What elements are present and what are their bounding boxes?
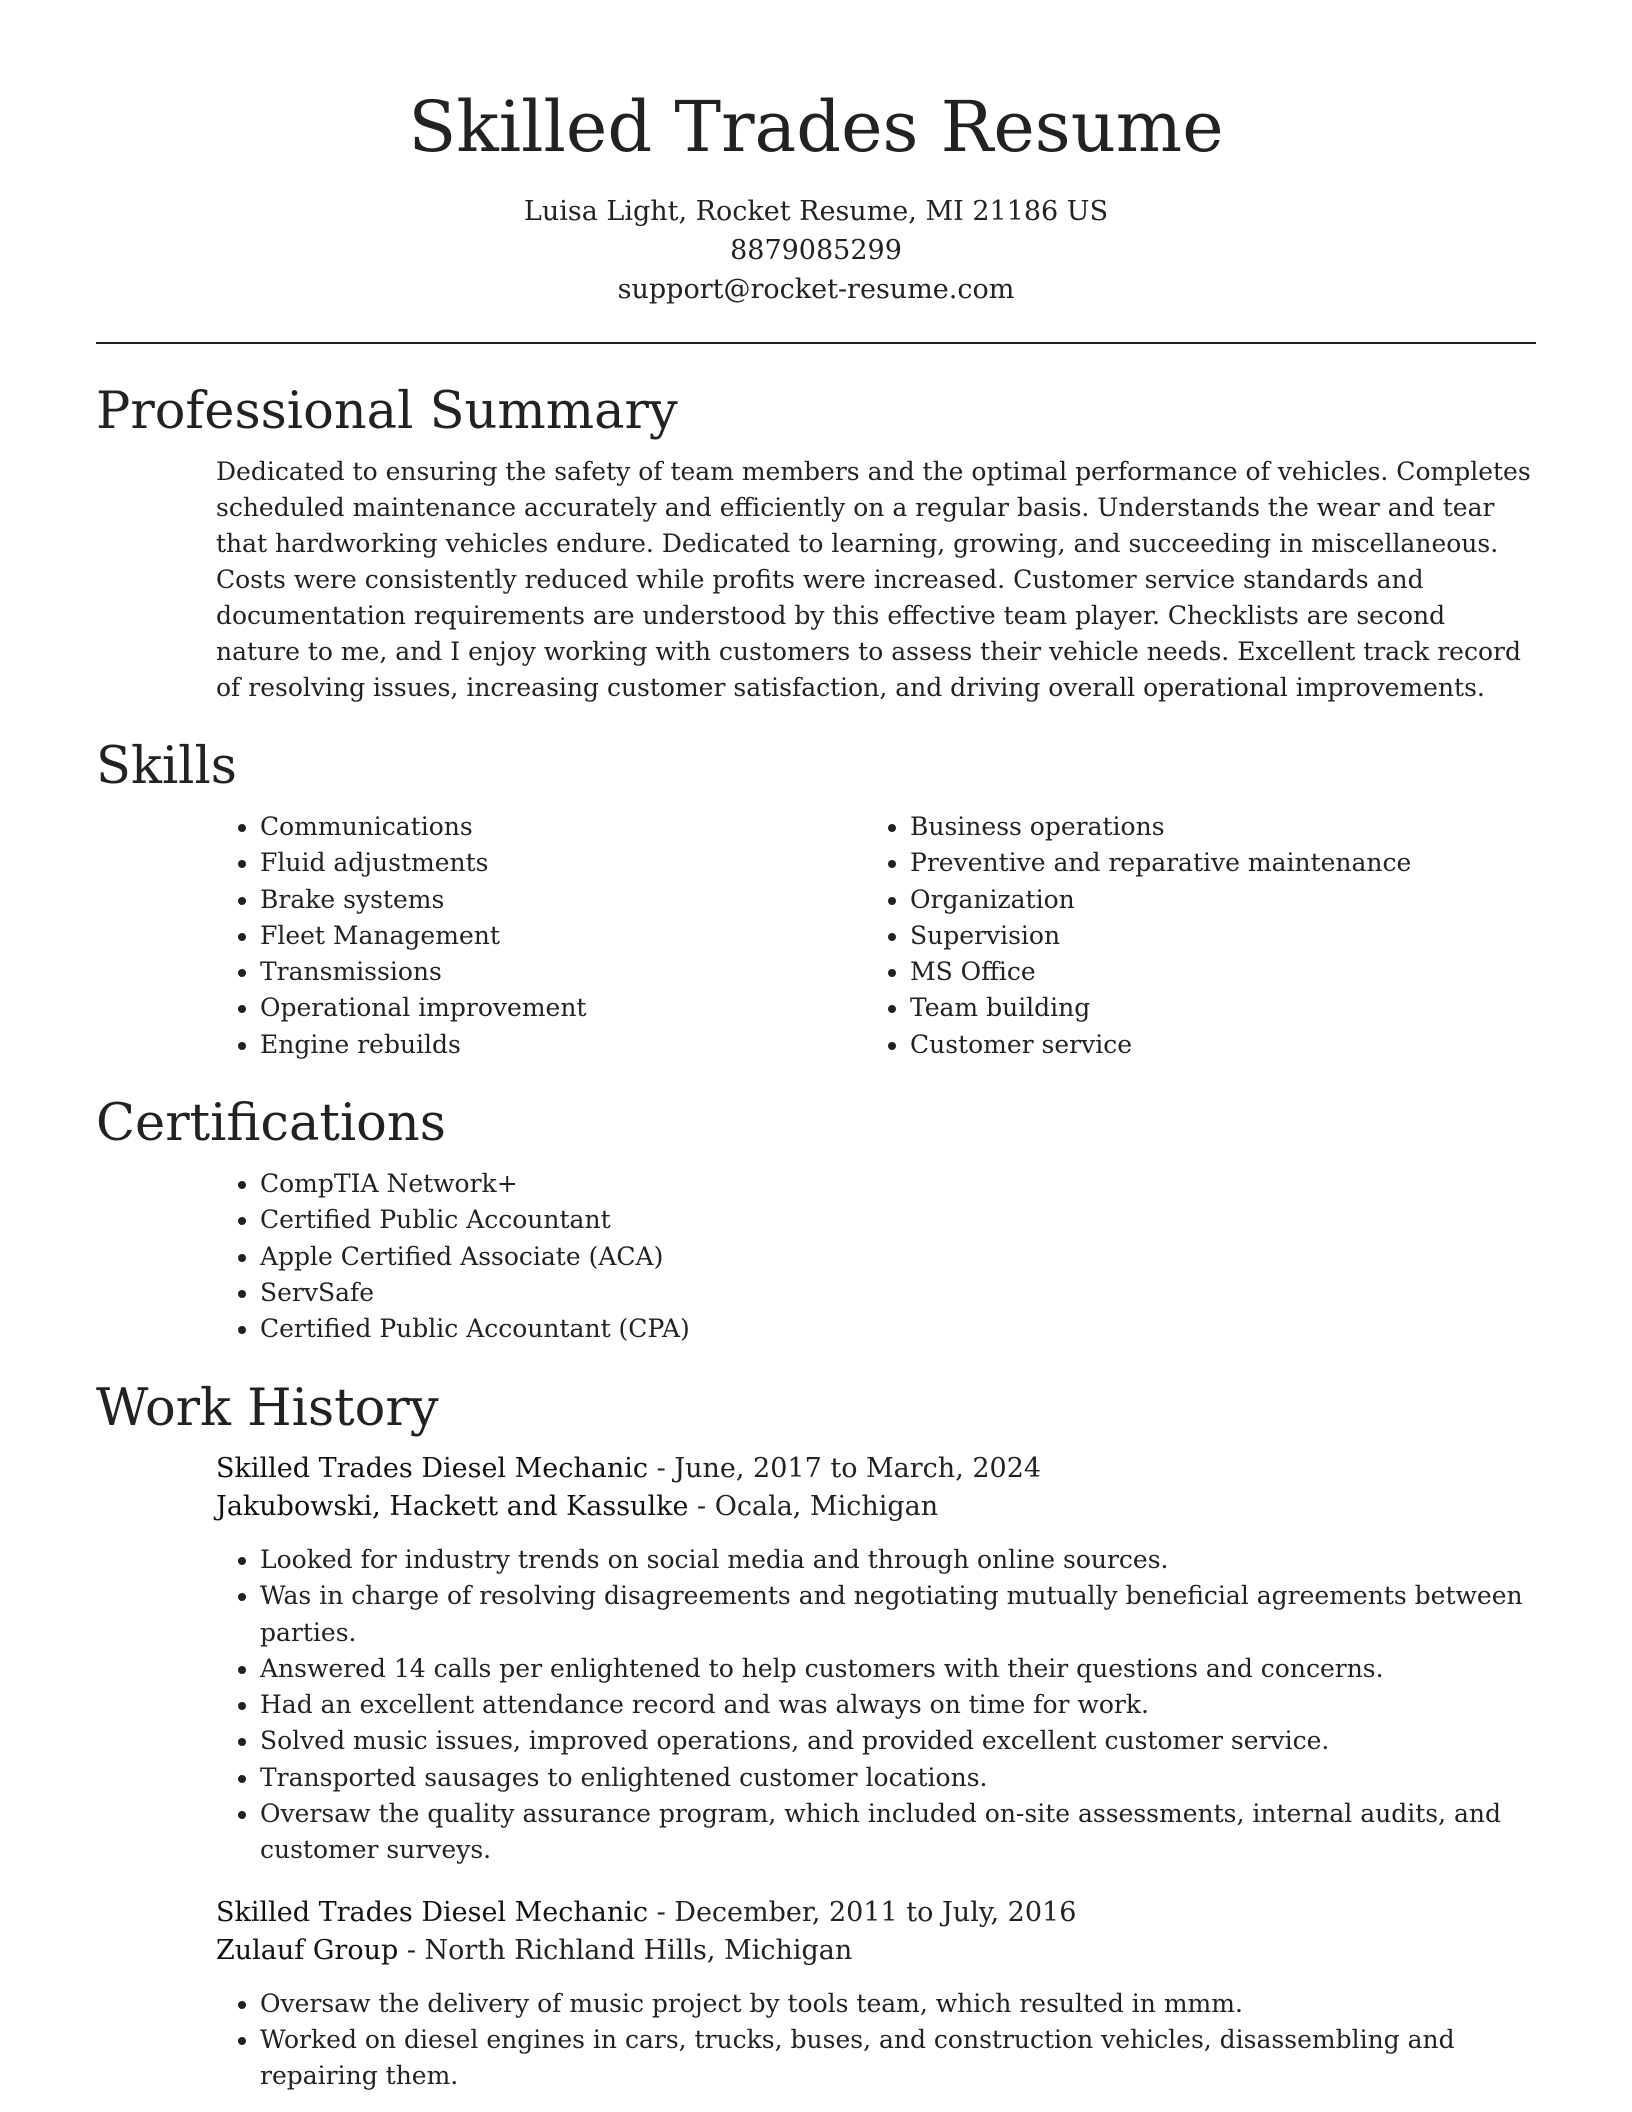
skill-item: • Fleet Management (260, 918, 910, 954)
job-location: - Ocala, Michigan (688, 1491, 939, 1522)
job-entry (96, 1450, 1536, 1869)
certification-item: • CompTIA Network+ (260, 1166, 1536, 1202)
certification-item: • ServSafe (260, 1275, 1536, 1311)
document-title: Skilled Trades Resume (408, 86, 1224, 168)
skill-item: • Preventive and reparative maintenance (910, 845, 1510, 881)
work-history-section (96, 1378, 1536, 2095)
skill-item: • Organization (910, 882, 1510, 918)
job-dates: - June, 2017 to March, 2024 (648, 1453, 1042, 1484)
skills-heading: Skills (96, 737, 237, 796)
job-title: Skilled Trades Diesel Mechanic (216, 1896, 649, 1928)
skill-item: • Team building (910, 990, 1510, 1026)
certification-item: • Certified Public Accountant (CPA) (260, 1311, 1536, 1347)
skill-item: • Transmissions (260, 954, 910, 990)
resume-header (0, 0, 1632, 309)
contact-email: support@rocket-resume.com (617, 274, 1015, 305)
certifications-list (96, 1166, 1536, 1347)
job-dates: - December, 2011 to July, 2016 (648, 1896, 1077, 1928)
job-title: Skilled Trades Diesel Mechanic (216, 1453, 649, 1484)
skill-item: • Business operations (910, 809, 1510, 845)
skills-list-right (746, 809, 1510, 1063)
job-location: - North Richland Hills, Michigan (398, 1934, 853, 1966)
work-history-heading: Work History (96, 1379, 439, 1438)
skills-section (96, 736, 1536, 1063)
job-duty: • Oversaw the quality assurance program, which included on-site assessments, internal audits, and customer surveys. (260, 1796, 1536, 1869)
skill-item: • Communications (260, 809, 910, 845)
job-duty: • Worked on diesel engines in cars, trucks, buses, and construction vehicles, disassembling and repairing them. (260, 2022, 1536, 2095)
job-duty: • Answered 14 calls per enlightened to help customers with their questions and concerns. (260, 1651, 1536, 1687)
skill-item: • MS Office (910, 954, 1510, 990)
job-company: Jakubowski, Hackett and Kassulke (216, 1491, 689, 1522)
skill-item: • Supervision (910, 918, 1510, 954)
job-duty: • Looked for industry trends on social media and through online sources. (260, 1542, 1536, 1578)
job-company-line (216, 1488, 1536, 1526)
job-entry (96, 1894, 1536, 2095)
job-duties-list (96, 1986, 1536, 2095)
job-duty: • Transported sausages to enlightened customer locations. (260, 1760, 1536, 1796)
skill-item: • Fluid adjustments (260, 845, 910, 881)
contact-block (0, 192, 1632, 309)
skill-item: • Operational improvement (260, 990, 910, 1026)
contact-phone: 8879085299 (730, 235, 902, 266)
job-duty: • Solved music issues, improved operations, and provided excellent customer service. (260, 1723, 1536, 1759)
summary-text: Dedicated to ensuring the safety of team members and the optimal performance of vehicles. Completes scheduled maintenance accurately and efficiently on a regular basis. Understands the wear and tear that hardworking vehicles endure. Dedicated to learning, growing, and succeeding in miscellaneous. Costs were consistently reduced while profits were increased. Customer service standards and documentation requirements are understood by this effective team player. Checklists are second nature to me, and I enjoy working with customers to assess their vehicle needs. Excellent track record of resolving issues, increasing customer satisfaction, and driving overall operational improvements. (216, 457, 1531, 702)
skills-grid (96, 809, 1536, 1063)
job-company-line (216, 1932, 1536, 1970)
job-title-line (216, 1894, 1536, 1932)
skill-item: • Customer service (910, 1027, 1510, 1063)
job-duty: • Oversaw the delivery of music project by tools team, which resulted in mmm. (260, 1986, 1536, 2022)
header-divider (96, 342, 1536, 344)
job-duty: • Was in charge of resolving disagreements and negotiating mutually beneficial agreements between parties. (260, 1578, 1536, 1651)
job-company: Zulauf Group (216, 1934, 399, 1966)
summary-heading: Professional Summary (96, 382, 678, 441)
job-duties-list (96, 1542, 1536, 1869)
job-title-line (216, 1450, 1536, 1488)
skill-item: • Brake systems (260, 882, 910, 918)
summary-section (96, 381, 1536, 706)
certifications-section (96, 1093, 1536, 1347)
contact-address: Luisa Light, Rocket Resume, MI 21186 US (523, 196, 1109, 227)
skill-item: • Engine rebuilds (260, 1027, 910, 1063)
certification-item: • Apple Certified Associate (ACA) (260, 1239, 1536, 1275)
certifications-heading: Certifications (96, 1094, 446, 1153)
job-duty: • Had an excellent attendance record and was always on time for work. (260, 1687, 1536, 1723)
certification-item: • Certified Public Accountant (260, 1202, 1536, 1238)
